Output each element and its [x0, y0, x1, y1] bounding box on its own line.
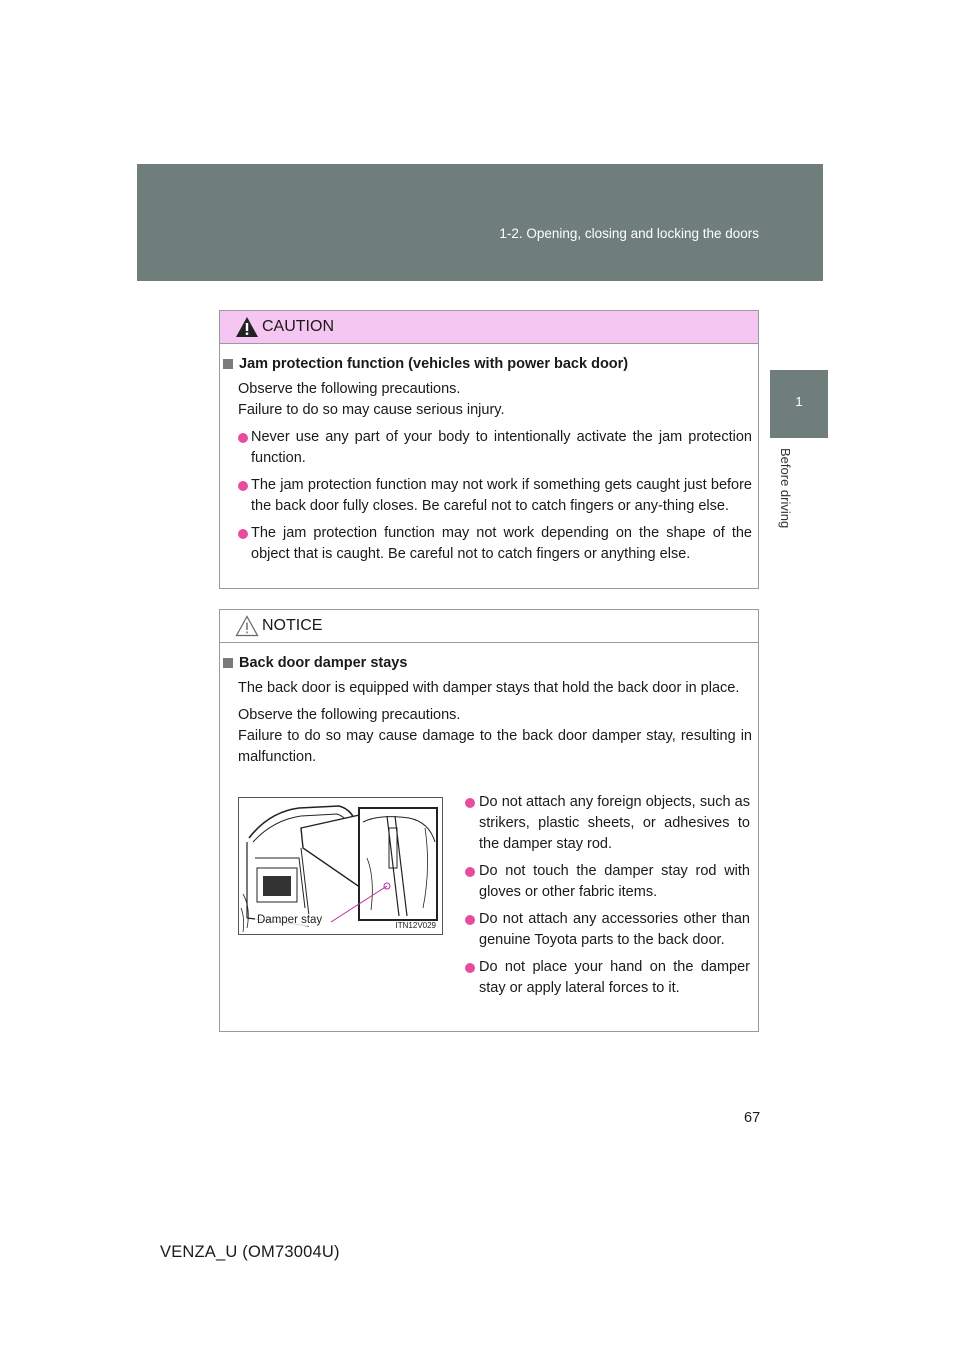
notice-heading	[220, 653, 752, 674]
bullet-dot-icon	[465, 963, 475, 973]
notice-bullets	[460, 792, 750, 1005]
notice-bullet-text: Do not touch the damper stay rod with gloves or other fabric items.	[479, 863, 750, 900]
notice-bullet-text: Do not place your hand on the damper stay or apply lateral forces to it.	[479, 959, 750, 996]
caution-bullet	[220, 427, 752, 469]
notice-para-2-line-2: Failure to do so may cause damage to the back door damper stay, resulting in malfunction.	[238, 728, 752, 765]
notice-bullet	[460, 792, 750, 855]
caution-bullet-text: The jam protection function may not work if something gets caught just before the back door fully closes. Be careful not to catch fingers or any-thing else.	[251, 477, 752, 514]
notice-box	[219, 609, 759, 1032]
notice-title: NOTICE	[262, 617, 323, 634]
square-bullet-icon	[223, 658, 233, 668]
chapter-label: Before driving	[778, 448, 793, 529]
notice-header	[220, 610, 758, 643]
notice-bullet	[460, 957, 750, 999]
notice-triangle-icon	[235, 615, 259, 637]
notice-para-2	[220, 705, 752, 768]
chapter-number: 1	[795, 394, 803, 409]
caution-title: CAUTION	[262, 318, 334, 335]
caution-bullet	[220, 523, 752, 565]
caution-intro	[220, 379, 752, 421]
bullet-dot-icon	[465, 915, 475, 925]
section-title: 1-2. Opening, closing and locking the doors	[499, 226, 759, 241]
caution-header	[220, 311, 758, 344]
notice-para-1: The back door is equipped with damper stays that hold the back door in place.	[238, 680, 740, 696]
notice-heading-text: Back door damper stays	[239, 655, 408, 671]
bullet-dot-icon	[238, 481, 248, 491]
caution-intro-line-2: Failure to do so may cause serious injury.	[238, 402, 505, 418]
notice-bullet-text: Do not attach any accessories other than genuine Toyota parts to the back door.	[479, 911, 750, 948]
bullet-dot-icon	[238, 433, 248, 443]
chapter-tab	[770, 370, 828, 438]
caution-heading	[220, 354, 752, 375]
damper-stay-illustration	[238, 797, 443, 935]
bullet-dot-icon	[238, 529, 248, 539]
notice-para-2-line-1: Observe the following precautions.	[238, 707, 461, 723]
caution-bullet	[220, 475, 752, 517]
square-bullet-icon	[223, 359, 233, 369]
bullet-dot-icon	[465, 867, 475, 877]
header-bar	[137, 164, 823, 281]
notice-content	[220, 643, 758, 768]
notice-bullet	[460, 909, 750, 951]
warning-triangle-icon	[235, 316, 259, 338]
caution-heading-text: Jam protection function (vehicles with power back door)	[239, 356, 629, 372]
figure-callout-label: Damper stay	[257, 914, 323, 926]
bullet-dot-icon	[465, 798, 475, 808]
chapter-label-vertical	[779, 448, 793, 548]
caution-intro-line-1: Observe the following precautions.	[238, 381, 461, 397]
caution-bullet-text: The jam protection function may not work depending on the shape of the object that is caught. Be careful not to catch fingers or anything else.	[251, 525, 752, 562]
figure-code: ITN12V029	[395, 921, 436, 930]
notice-bullet	[460, 861, 750, 903]
document-id: VENZA_U (OM73004U)	[160, 1243, 340, 1261]
page-number: 67	[744, 1110, 761, 1126]
caution-box	[219, 310, 759, 589]
notice-bullet-text: Do not attach any foreign objects, such as strikers, plastic sheets, or adhesives to the damper stay rod.	[479, 794, 750, 852]
caution-bullet-text: Never use any part of your body to intentionally activate the jam protection function.	[251, 429, 752, 466]
caution-content	[220, 344, 758, 565]
